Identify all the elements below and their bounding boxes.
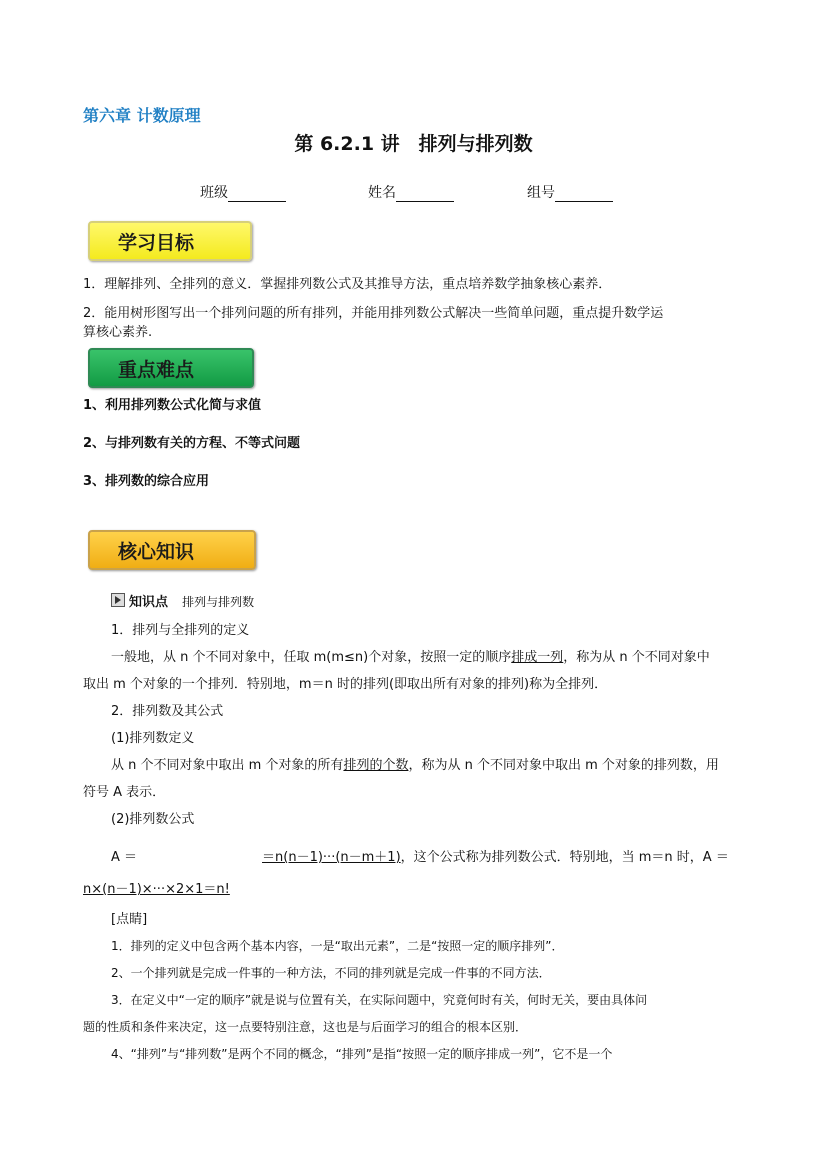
name-label: 姓名 xyxy=(368,185,396,201)
tip-item: 题的性质和条件来决定，这一点要特别注意，这也是与后面学习的组合的根本区别． xyxy=(83,1020,528,1034)
paragraph: 符号 A 表示． xyxy=(83,785,166,800)
text: 一般地，从 n 个不同对象中，任取 m(m≤n)个对象，按照一定的顺序 xyxy=(111,650,512,665)
underlined-term: 排成一列 xyxy=(511,650,564,665)
goals-title: 学习目标 xyxy=(118,232,195,254)
chapter-heading: 第六章 计数原理 xyxy=(83,106,201,125)
subheading: (2)排列数公式 xyxy=(111,812,195,827)
formula-line xyxy=(111,848,729,867)
key-point-item: 2、与排列数有关的方程、不等式问题 xyxy=(83,436,301,451)
core-knowledge-banner xyxy=(88,530,256,570)
key-points-title: 重点难点 xyxy=(118,359,195,381)
group-field[interactable] xyxy=(527,182,613,202)
page-title: 第 6.2.1 讲 排列与排列数 xyxy=(294,133,533,155)
key-points-banner xyxy=(88,348,254,388)
formula-product: ＝n(n－1)···(n－m＋1) xyxy=(262,850,401,865)
knowledge-tag xyxy=(111,593,254,612)
goal-item: 算核心素养. xyxy=(83,325,153,340)
text: ，这个公式称为排列数公式．特别地，当 m＝n 时，A ＝ xyxy=(400,850,729,865)
knowledge-tag-label: 知识点 xyxy=(129,595,169,610)
tip-item: 1．排列的定义中包含两个基本内容，一是“取出元素”，二是“按照一定的顺序排列”． xyxy=(111,939,564,953)
paragraph: 取出 m 个对象的一个排列．特别地，m＝n 时的排列(即取出所有对象的排列)称为全排列． xyxy=(83,677,608,692)
name-field[interactable] xyxy=(368,182,454,202)
goal-item: 1．理解排列、全排列的意义．掌握排列数公式及其推导方法，重点培养数学抽象核心素养． xyxy=(83,277,612,292)
text: 从 n 个不同对象中取出 m 个对象的所有 xyxy=(111,758,344,773)
subheading: (1)排列数定义 xyxy=(111,731,195,746)
key-point-item: 1、利用排列数公式化简与求值 xyxy=(83,398,262,413)
class-field[interactable] xyxy=(200,182,286,202)
text: ，称为从 n 个不同对象中取出 m 个对象的排列数，用 xyxy=(408,758,719,773)
subheading: 1．排列与全排列的定义 xyxy=(111,623,250,638)
play-icon xyxy=(111,593,125,607)
formula-factorial: n×(n－1)×···×2×1＝n! xyxy=(83,882,230,897)
tip-item: 3．在定义中“一定的顺序”就是说与位置有关，在实际问题中，究竟何时有关，何时无关，要由具体问 xyxy=(111,993,648,1007)
class-label: 班级 xyxy=(200,185,228,201)
group-blank[interactable] xyxy=(555,186,613,202)
text: ，称为从 n 个不同对象中 xyxy=(563,650,710,665)
subheading: 2．排列数及其公式 xyxy=(111,704,224,719)
group-label: 组号 xyxy=(527,185,555,201)
key-point-item: 3、排列数的综合应用 xyxy=(83,474,210,489)
paragraph xyxy=(111,756,719,775)
tip-item: 4、“排列”与“排列数”是两个不同的概念，“排列”是指“按照一定的顺序排成一列”，它不是一个 xyxy=(111,1047,613,1061)
goals-banner xyxy=(88,221,252,261)
name-blank[interactable] xyxy=(396,186,454,202)
formula-lhs: A ＝ xyxy=(111,850,138,865)
goal-item: 2．能用树形图写出一个排列问题的所有排列，并能用排列数公式解决一些简单问题，重点提升数学运 xyxy=(83,306,664,321)
knowledge-tag-title: 排列与排列数 xyxy=(182,595,255,609)
class-blank[interactable] xyxy=(228,186,286,202)
underlined-term: 排列的个数 xyxy=(343,758,409,773)
core-knowledge-title: 核心知识 xyxy=(118,541,195,563)
tips-title: [点睛] xyxy=(111,912,148,927)
tip-item: 2、一个排列就是完成一件事的一种方法，不同的排列就是完成一件事的不同方法． xyxy=(111,966,551,980)
paragraph xyxy=(111,648,710,667)
